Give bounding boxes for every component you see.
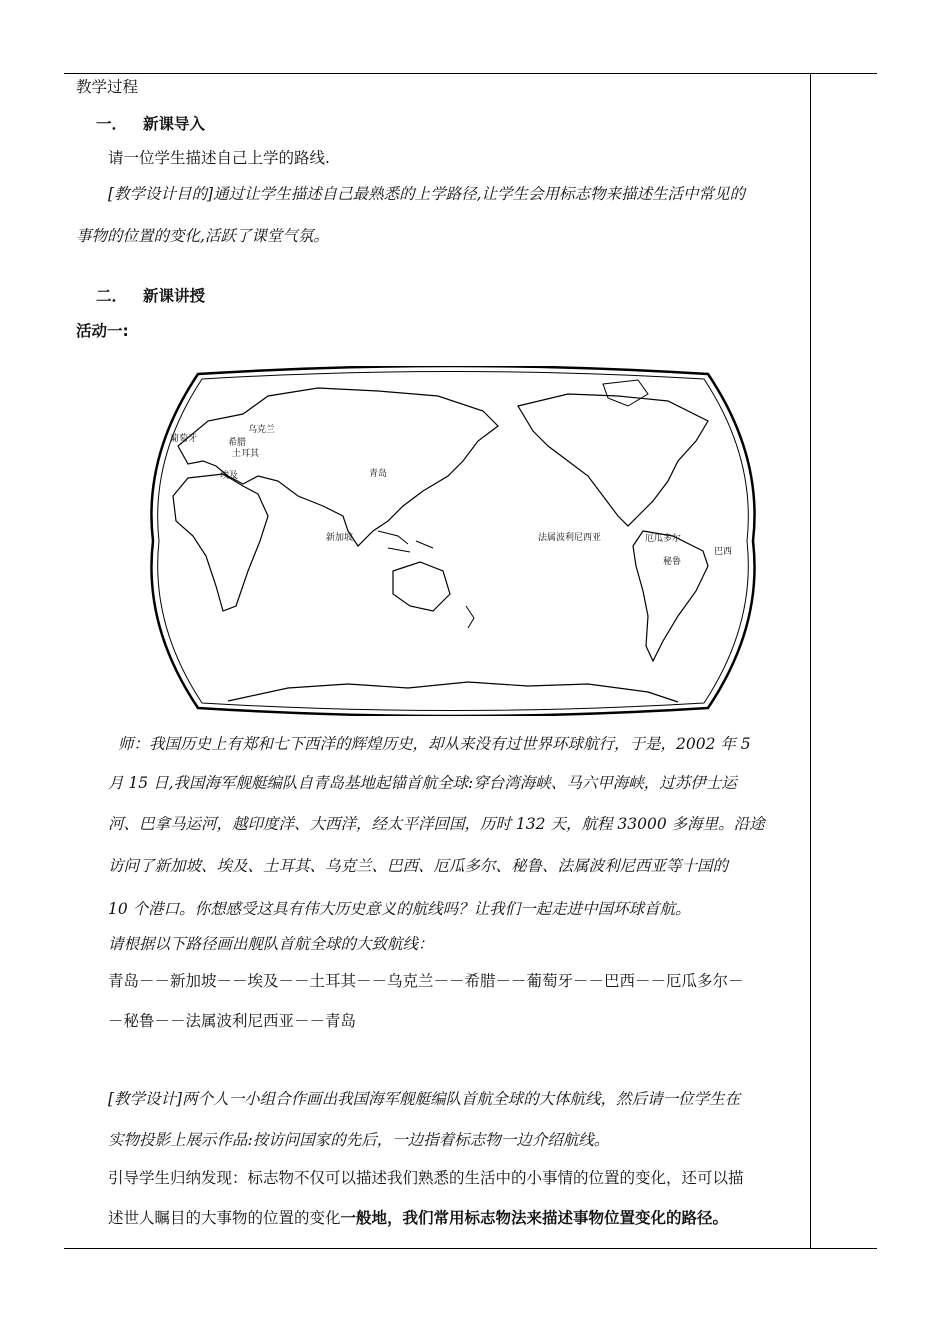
route-line-1: 青岛－－新加坡－－埃及－－土耳其－－乌克兰－－希腊－－葡萄牙－－巴西－－厄瓜多尔－ (108, 972, 744, 990)
label-peru: 秘鲁 (663, 557, 682, 567)
table-bottom-rule (64, 1248, 877, 1249)
task-instruction: 请根据以下路径画出舰队首航全球的大致航线： (108, 935, 434, 953)
label-qingdao: 青岛 (369, 469, 388, 479)
world-map (148, 366, 758, 716)
teacher-line-5: 10 个港口。你想感受这具有伟大历史意义的航线吗？让我们一起走进中国环球首航。 (108, 900, 691, 918)
section-title: 教学过程 (76, 78, 139, 96)
label-turkey: 土耳其 (232, 449, 260, 459)
south-america-outline (633, 531, 708, 661)
label-singapore: 新加坡 (326, 533, 354, 543)
label-brazil: 巴西 (714, 547, 733, 557)
label-portugal: 葡萄牙 (170, 434, 198, 444)
intro-heading: 新课导入 (143, 115, 206, 133)
eurasia-outline (178, 388, 498, 546)
lesson-heading: 新课讲授 (143, 287, 206, 305)
activity-label: 活动一: (76, 322, 129, 340)
australia-outline (393, 562, 450, 611)
teacher-line-3: 河、巴拿马运河，越印度洋、大西洋，经太平洋回国，历时 132 天，航程 33000 多海里。沿途 (108, 815, 765, 833)
label-egypt: 埃及 (220, 471, 239, 481)
intro-heading-number: 一． (96, 115, 128, 133)
table-top-rule (64, 73, 877, 74)
intro-design-line-2: 事物的位置的变化,活跃了课堂气氛。 (76, 227, 329, 245)
route-line-2: －秘鲁－－法属波利尼西亚－－青岛 (108, 1012, 357, 1030)
teacher-line-4: 访问了新加坡、埃及、土耳其、乌克兰、巴西、厄瓜多尔、秘鲁、法属波利尼西亚等十国的 (108, 857, 729, 875)
label-ecuador: 厄瓜多尔 (645, 534, 682, 544)
table-column-divider (810, 73, 811, 1249)
summary-bold: 一般地，我们常用标志物法来描述事物位置变化的路径。 (340, 1209, 729, 1227)
design-line-1: [教学设计]两个人一小组合作画出我国海军舰艇编队首航全球的大体航线，然后请一位学生在 (108, 1090, 741, 1108)
africa-outline (173, 474, 268, 611)
lesson-heading-number: 二． (96, 287, 128, 305)
summary-line-2 (108, 1211, 728, 1227)
label-polynesia: 法属波利尼西亚 (538, 533, 602, 543)
north-america-outline (518, 394, 708, 526)
intro-line: 请一位学生描述自己上学的路线. (108, 149, 330, 167)
teacher-line-1: 师：我国历史上有郑和七下西洋的辉煌历史，却从来没有过世界环球航行，于是，2002 年 5 (118, 735, 751, 753)
antarctica-outline (228, 682, 678, 702)
label-greece: 希腊 (228, 438, 247, 448)
teacher-line-2: 月 15 日,我国海军舰艇编队自青岛基地起锚首航全球:穿台湾海峡、马六甲海峡，过苏伊士运 (108, 774, 737, 792)
intro-design-line-1: [教学设计目的]通过让学生描述自己最熟悉的上学路径,让学生会用标志物来描述生活中常见的 (108, 185, 746, 203)
label-ukraine: 乌克兰 (248, 425, 276, 435)
design-line-2: 实物投影上展示作品:按访问国家的先后，一边指着标志物一边介绍航线。 (108, 1131, 610, 1149)
summary-plain: 述世人瞩目的大事物的位置的变化 (108, 1209, 341, 1227)
summary-line-1: 引导学生归纳发现：标志物不仅可以描述我们熟悉的生活中的小事情的位置的变化，还可以描 (108, 1169, 744, 1187)
